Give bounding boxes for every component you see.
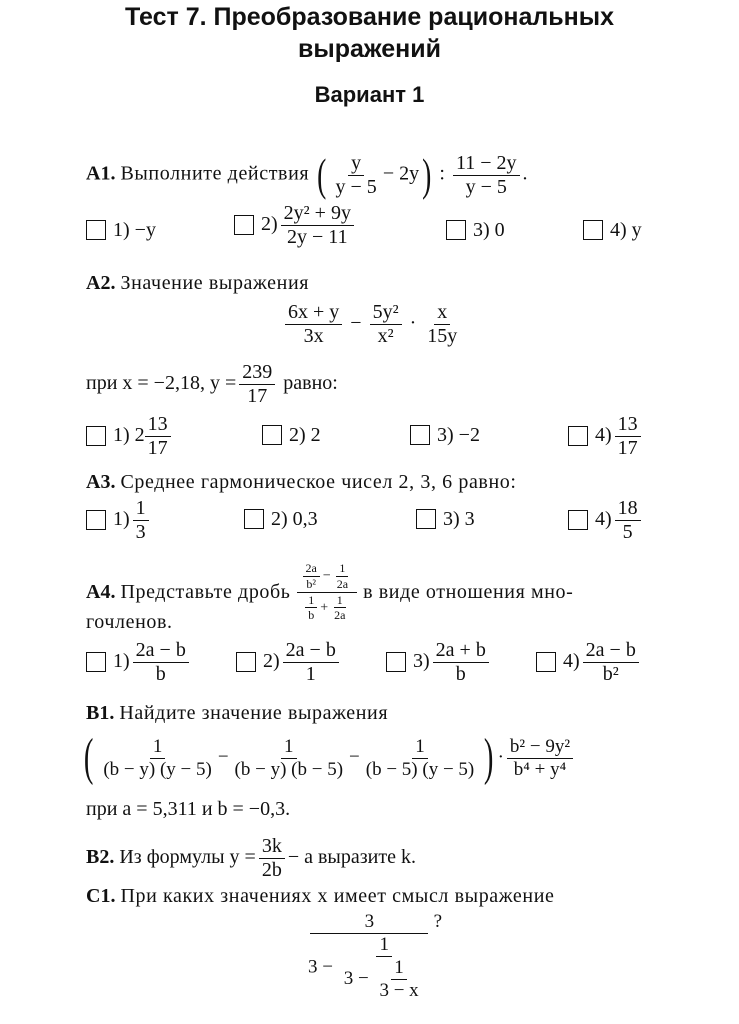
b1-fraction-2 xyxy=(232,737,347,780)
a1-fraction-1 xyxy=(333,153,380,198)
checkbox[interactable] xyxy=(568,426,588,446)
a2-option-4-fraction xyxy=(615,414,641,459)
a1-option-2 xyxy=(234,203,357,248)
question-a3 xyxy=(86,470,517,494)
a4-option-3 xyxy=(386,640,492,685)
question-a4-text-pre: Представьте дробь xyxy=(120,581,291,603)
denominator: 2a xyxy=(336,576,349,591)
question-b1 xyxy=(86,701,388,725)
numerator: 1 xyxy=(336,562,348,577)
plus-sign: + xyxy=(320,599,329,615)
b1-fraction-4 xyxy=(507,737,573,780)
a1-option-2-fraction xyxy=(281,203,354,248)
checkbox[interactable] xyxy=(236,652,256,672)
question-a4-label: А4. xyxy=(86,581,116,603)
a4-option-2-fraction xyxy=(283,640,339,685)
numerator: 1 xyxy=(281,737,297,759)
a3-option-2-text: 2) 0,3 xyxy=(271,508,318,530)
checkbox[interactable] xyxy=(86,510,106,530)
c1-numerator: 3 xyxy=(310,912,428,934)
a3-option-2 xyxy=(244,507,318,531)
checkbox[interactable] xyxy=(234,215,254,235)
denominator: 3 xyxy=(135,521,146,543)
checkbox[interactable] xyxy=(536,652,556,672)
denominator: b² xyxy=(602,663,619,685)
denominator: 2b xyxy=(261,859,282,881)
a4-option-3-fraction xyxy=(433,640,489,685)
checkbox[interactable] xyxy=(262,425,282,445)
a2-option-4 xyxy=(568,414,644,459)
question-a1 xyxy=(86,149,528,200)
a1-fraction-2 xyxy=(453,153,520,198)
a1-option-1 xyxy=(86,218,156,242)
a1-option-4 xyxy=(583,218,642,242)
checkbox[interactable] xyxy=(86,652,106,672)
a1-option-2-num: 2) xyxy=(261,213,278,236)
a2-option-1 xyxy=(86,414,174,459)
numerator: 1 xyxy=(133,498,149,521)
question-a4-text-line2: гочленов. xyxy=(86,611,173,633)
denominator: 17 xyxy=(147,437,168,459)
a2-option-1-fraction xyxy=(145,414,171,459)
question-b1-label: В1. xyxy=(86,702,115,724)
c1-continued-fraction xyxy=(305,912,434,1001)
denominator: (b − y) (y − 5) xyxy=(103,758,212,780)
checkbox[interactable] xyxy=(416,509,436,529)
numerator: 18 xyxy=(615,498,641,521)
b1-expression xyxy=(80,729,576,786)
b1-condition: при a = 5,311 и b = −0,3. xyxy=(86,798,291,820)
denominator: (b − 5) (y − 5) xyxy=(365,758,475,780)
question-b2 xyxy=(86,836,416,881)
c1-innermost-fraction xyxy=(376,958,421,1001)
question-b2-text-pre: Из формулы y = xyxy=(119,846,256,869)
a1-f2-numerator: 11 − 2y xyxy=(453,153,520,176)
numerator: 2a − b xyxy=(583,640,639,663)
a3-option-4-num: 4) xyxy=(595,508,612,531)
numerator: 13 xyxy=(145,414,171,437)
numerator: 239 xyxy=(239,362,275,385)
numerator: 1 xyxy=(334,594,346,609)
a4-option-1-num: 1) xyxy=(113,650,130,673)
a4-top-fraction-1 xyxy=(303,562,320,590)
c1-inner-fraction xyxy=(341,935,428,1001)
numerator: 2y² + 9y xyxy=(281,203,354,226)
page-title-line1: Тест 7. Преобразование рациональных xyxy=(125,3,614,31)
a2-condition xyxy=(86,362,338,407)
a4-option-2-num: 2) xyxy=(263,650,280,673)
a2-condition-fraction xyxy=(239,362,275,407)
numerator: 13 xyxy=(615,414,641,437)
numerator: 2a + b xyxy=(433,640,489,663)
minus-sign: − xyxy=(217,746,229,768)
a3-option-3 xyxy=(416,507,475,531)
numerator: x xyxy=(434,302,450,325)
numerator: 2a − b xyxy=(133,640,189,663)
checkbox[interactable] xyxy=(86,220,106,240)
denominator: b² xyxy=(306,576,316,591)
close-paren: ) xyxy=(422,149,432,200)
question-a1-label: А1. xyxy=(86,162,116,185)
numerator: 6x + y xyxy=(285,302,342,325)
a2-condition-text: при x = −2,18, y = xyxy=(86,372,237,395)
checkbox[interactable] xyxy=(86,426,106,446)
a2-option-3 xyxy=(410,423,480,447)
a1-option-1-text: 1) −y xyxy=(113,219,156,241)
a4-option-2 xyxy=(236,640,342,685)
question-b1-text: Найдите значение выражения xyxy=(119,702,389,724)
numerator: 3k xyxy=(259,836,285,859)
close-paren: ) xyxy=(484,729,494,786)
a1-period: . xyxy=(522,162,528,185)
c1-expression xyxy=(305,912,442,1001)
a4-top-fraction-2 xyxy=(334,562,351,590)
a1-f1-denominator: y − 5 xyxy=(335,175,377,198)
a3-option-4-fraction xyxy=(615,498,641,543)
b2-fraction xyxy=(259,836,285,881)
denominator: x² xyxy=(377,325,394,347)
a4-option-1-fraction xyxy=(133,640,189,685)
a4-complex-denominator xyxy=(299,593,354,622)
question-a3-text: Среднее гармоническое чисел 2, 3, 6 равно: xyxy=(120,471,517,493)
denominator: b⁴ + y⁴ xyxy=(513,758,567,780)
c1-inner-denominator xyxy=(341,957,428,1001)
question-a2-text: Значение выражения xyxy=(120,272,310,294)
denominator: 3x xyxy=(303,325,324,347)
a1-option-3 xyxy=(446,218,505,242)
question-c1-text: При каких значениях x имеет смысл выражение xyxy=(120,885,555,907)
a1-minus-term: − 2y xyxy=(382,162,420,185)
a2-option-2-text: 2) 2 xyxy=(289,424,321,446)
a3-option-1-num: 1) xyxy=(113,508,130,531)
numerator: 2a xyxy=(303,562,320,577)
question-a1-text: Выполните действия xyxy=(120,162,310,185)
minus-sign: − xyxy=(322,568,331,584)
question-a2 xyxy=(86,271,309,295)
question-b2-label: В2. xyxy=(86,846,115,869)
checkbox[interactable] xyxy=(568,510,588,530)
checkbox[interactable] xyxy=(410,425,430,445)
c1-question-mark: ? xyxy=(433,910,443,932)
b1-fraction-1 xyxy=(100,737,215,780)
a4-complex-fraction xyxy=(297,562,358,621)
minus-sign: − xyxy=(349,746,360,768)
numerator: b² − 9y² xyxy=(507,737,573,759)
a2-option-3-text: 3) −2 xyxy=(437,424,480,446)
a2-fraction-1 xyxy=(285,302,342,347)
a4-option-1 xyxy=(86,640,192,685)
denominator: 15y xyxy=(427,325,458,347)
a4-option-3-num: 3) xyxy=(413,650,430,673)
question-a3-label: А3. xyxy=(86,471,116,493)
question-a2-label: А2. xyxy=(86,272,116,294)
c1-inner-term: 3 − xyxy=(343,967,369,989)
a2-expression xyxy=(282,302,463,347)
a2-option-2 xyxy=(262,423,321,447)
open-paren: ( xyxy=(83,729,94,786)
a1-option-4-text: 4) y xyxy=(610,219,642,241)
denominator: 2a xyxy=(334,608,346,623)
denominator: 1 xyxy=(305,663,316,685)
question-c1 xyxy=(86,884,555,908)
numerator: 5y² xyxy=(370,302,402,325)
a1-f2-denominator: y − 5 xyxy=(465,175,507,198)
question-c1-label: С1. xyxy=(86,885,116,907)
numerator: 1 xyxy=(150,737,166,759)
denominator: b xyxy=(308,608,315,623)
a3-option-1 xyxy=(86,498,152,543)
a2-option-1-num: 1) 2 xyxy=(113,424,145,447)
a1-f1-numerator: y xyxy=(348,153,364,176)
a4-bottom-fraction-1 xyxy=(305,594,317,622)
denominator: 3 − x xyxy=(379,979,419,1001)
page-title-line2: выражений xyxy=(297,35,442,63)
numerator: 2a − b xyxy=(283,640,339,663)
a1-colon: : xyxy=(439,162,445,185)
c1-denominator-term: 3 − xyxy=(308,956,333,978)
checkbox[interactable] xyxy=(446,220,466,240)
b1-fraction-3 xyxy=(363,737,478,780)
numerator: 1 xyxy=(391,958,407,980)
numerator: 1 xyxy=(412,737,428,759)
checkbox[interactable] xyxy=(386,652,406,672)
denominator: b xyxy=(155,663,166,685)
a3-option-1-fraction xyxy=(133,498,149,543)
denominator: 2y − 11 xyxy=(287,226,348,248)
a4-complex-numerator xyxy=(297,562,358,592)
a3-option-4 xyxy=(568,498,644,543)
checkbox[interactable] xyxy=(244,509,264,529)
a4-bottom-fraction-2 xyxy=(331,594,348,622)
a2-condition-end: равно: xyxy=(283,372,338,395)
numerator: 1 xyxy=(376,935,392,957)
a2-fraction-3 xyxy=(424,302,460,347)
denominator: b xyxy=(455,663,466,685)
dot-sign: · xyxy=(497,746,504,768)
a4-option-4 xyxy=(536,640,642,685)
question-a4-text-post: в виде отношения мно- xyxy=(363,581,574,603)
denominator: 17 xyxy=(617,437,638,459)
denominator: 17 xyxy=(247,385,268,407)
a1-option-3-text: 3) 0 xyxy=(473,219,505,241)
dot-sign: · xyxy=(409,312,417,335)
denominator: 5 xyxy=(622,521,633,543)
a2-option-4-num: 4) xyxy=(595,424,612,447)
a4-option-4-num: 4) xyxy=(563,650,580,673)
open-paren: ( xyxy=(317,149,327,200)
c1-denominator xyxy=(305,934,434,1001)
minus-sign: − xyxy=(350,312,362,335)
checkbox[interactable] xyxy=(583,220,603,240)
a4-option-4-fraction xyxy=(583,640,639,685)
a3-option-3-text: 3) 3 xyxy=(443,508,475,530)
denominator: (b − y) (b − 5) xyxy=(234,758,344,780)
variant-heading: Вариант 1 xyxy=(314,82,425,107)
a2-fraction-2 xyxy=(370,302,402,347)
question-b2-text-post: − a выразите k. xyxy=(287,846,416,869)
numerator: 1 xyxy=(305,594,317,609)
